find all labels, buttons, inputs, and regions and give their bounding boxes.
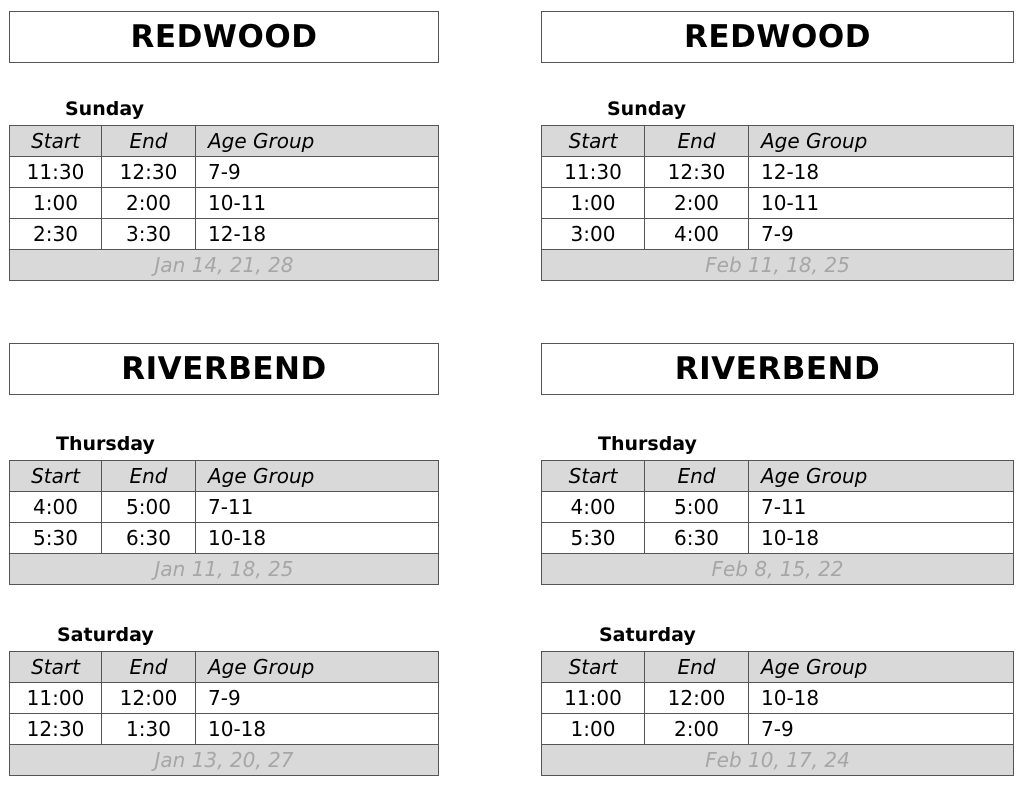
header-age-group: Age Group [749,126,1014,157]
header-end: End [102,461,196,492]
header-start: Start [542,652,645,683]
table-row [542,188,1014,219]
cell-age-group: 7-9 [196,683,439,714]
cell-end: 5:00 [645,492,749,523]
cell-age-group: 7-9 [749,219,1014,250]
cell-age-group: 7-11 [196,492,439,523]
cell-end: 12:00 [645,683,749,714]
cell-start: 4:00 [542,492,645,523]
venue-title-redwood: REDWOOD [9,11,439,63]
cell-start: 11:30 [10,157,102,188]
header-age-group: Age Group [749,461,1014,492]
cell-age-group: 10-18 [196,714,439,745]
session-dates: Jan 14, 21, 28 [10,250,439,281]
cell-age-group: 10-18 [749,523,1014,554]
day-label-saturday: Saturday [57,624,154,646]
day-label-thursday: Thursday [56,433,155,455]
cell-age-group: 12-18 [749,157,1014,188]
venue-title-redwood: REDWOOD [541,11,1014,63]
cell-start: 11:00 [542,683,645,714]
table-row [542,219,1014,250]
table-row [10,492,439,523]
dates-row [10,745,439,776]
cell-start: 3:00 [542,219,645,250]
session-dates: Jan 13, 20, 27 [10,745,439,776]
table-header-row [542,652,1014,683]
dates-row [10,554,439,585]
table-header-row [10,652,439,683]
cell-age-group: 7-9 [196,157,439,188]
cell-start: 12:30 [10,714,102,745]
cell-end: 12:00 [102,683,196,714]
dates-row [10,250,439,281]
cell-end: 12:30 [102,157,196,188]
dates-row [542,745,1014,776]
cell-start: 2:30 [10,219,102,250]
day-label-sunday: Sunday [607,98,686,120]
day-label-thursday: Thursday [598,433,697,455]
cell-start: 1:00 [542,188,645,219]
header-end: End [645,652,749,683]
dates-row [542,250,1014,281]
header-age-group: Age Group [196,461,439,492]
session-dates: Jan 11, 18, 25 [10,554,439,585]
session-dates: Feb 10, 17, 24 [542,745,1014,776]
schedule-table-riverbend-saturday [541,651,1014,776]
cell-end: 6:30 [645,523,749,554]
table-row [10,188,439,219]
session-dates: Feb 8, 15, 22 [542,554,1014,585]
cell-start: 4:00 [10,492,102,523]
table-row [10,714,439,745]
table-row [542,714,1014,745]
cell-end: 2:00 [102,188,196,219]
table-header-row [542,126,1014,157]
table-row [10,683,439,714]
cell-start: 11:30 [542,157,645,188]
cell-age-group: 7-11 [749,492,1014,523]
session-dates: Feb 11, 18, 25 [542,250,1014,281]
schedule-table-redwood-sunday [9,125,439,281]
schedule-table-riverbend-thursday [9,460,439,585]
schedule-table-riverbend-thursday [541,460,1014,585]
cell-start: 5:30 [542,523,645,554]
cell-end: 3:30 [102,219,196,250]
day-label-saturday: Saturday [599,624,696,646]
venue-title-riverbend: RIVERBEND [541,343,1014,395]
cell-end: 4:00 [645,219,749,250]
header-age-group: Age Group [196,652,439,683]
cell-end: 6:30 [102,523,196,554]
header-start: Start [542,461,645,492]
day-label-sunday: Sunday [65,98,144,120]
cell-start: 1:00 [542,714,645,745]
cell-start: 5:30 [10,523,102,554]
schedule-table-riverbend-saturday [9,651,439,776]
table-row [542,683,1014,714]
table-header-row [542,461,1014,492]
cell-start: 1:00 [10,188,102,219]
cell-end: 5:00 [102,492,196,523]
header-end: End [645,126,749,157]
header-end: End [102,652,196,683]
schedule-table-redwood-sunday [541,125,1014,281]
table-header-row [10,126,439,157]
header-age-group: Age Group [749,652,1014,683]
cell-end: 1:30 [102,714,196,745]
table-row [10,523,439,554]
cell-age-group: 10-11 [196,188,439,219]
header-start: Start [10,461,102,492]
table-header-row [10,461,439,492]
cell-age-group: 10-11 [749,188,1014,219]
header-start: Start [542,126,645,157]
cell-end: 12:30 [645,157,749,188]
venue-title-riverbend: RIVERBEND [9,343,439,395]
cell-age-group: 10-18 [196,523,439,554]
table-row [542,157,1014,188]
cell-start: 11:00 [10,683,102,714]
cell-age-group: 7-9 [749,714,1014,745]
cell-end: 2:00 [645,714,749,745]
cell-age-group: 10-18 [749,683,1014,714]
header-start: Start [10,126,102,157]
table-row [10,219,439,250]
cell-age-group: 12-18 [196,219,439,250]
header-end: End [645,461,749,492]
table-row [542,523,1014,554]
table-row [542,492,1014,523]
dates-row [542,554,1014,585]
header-end: End [102,126,196,157]
header-start: Start [10,652,102,683]
header-age-group: Age Group [196,126,439,157]
table-row [10,157,439,188]
cell-end: 2:00 [645,188,749,219]
